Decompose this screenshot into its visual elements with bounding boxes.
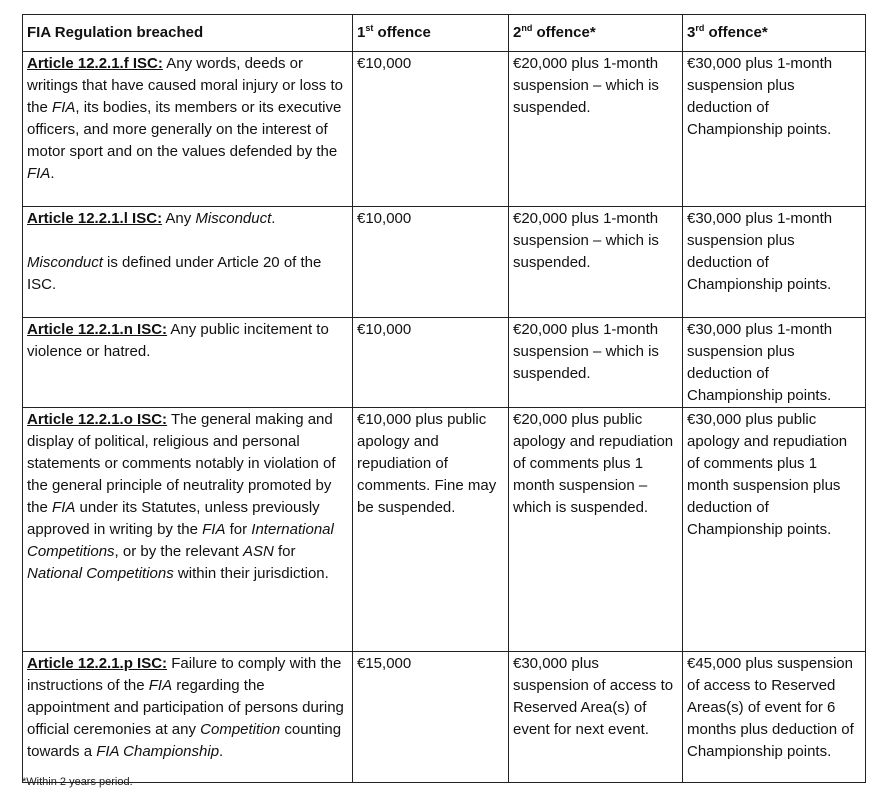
table-row: [23, 52, 866, 207]
penalty-table: [22, 14, 866, 783]
header-row: [23, 15, 866, 52]
third-offence-cell: €30,000 plus 1-month suspension plus deduction of Championship points.: [683, 207, 866, 318]
table-row: [23, 652, 866, 783]
regulation-cell: Article 12.2.1.n ISC: Any public incitement to violence or hatred.: [23, 318, 353, 408]
table-row: [23, 207, 866, 318]
third-offence-cell: €30,000 plus public apology and repudiation of comments plus 1 month suspension plus deduction of Championship points.: [683, 408, 866, 652]
header-second-offence: 2nd offence*: [509, 15, 683, 52]
first-offence-cell: €10,000 plus public apology and repudiation of comments. Fine may be suspended.: [353, 408, 509, 652]
regulation-cell: Article 12.2.1.f ISC: Any words, deeds or writings that have caused moral injury or loss to the FIA, its bodies, its members or its executive officers, and more generally on the interest of motor sport and on the values defended by the FIA.: [23, 52, 353, 207]
table-row: [23, 408, 866, 652]
first-offence-cell: €10,000: [353, 207, 509, 318]
table-row: [23, 318, 866, 408]
article-ref: Article 12.2.1.n ISC:: [27, 321, 168, 338]
regulation-cell: Article 12.2.1.p ISC: Failure to comply with the instructions of the FIA regarding the appointment and participation of persons during official ceremonies at any Competition counting towards a FIA Championship.: [23, 652, 353, 783]
third-offence-cell: €45,000 plus suspension of access to Reserved Areas(s) of event for 6 months plus deduction of Championship points.: [683, 652, 866, 783]
article-ref: Article 12.2.1.f ISC:: [27, 55, 163, 72]
second-offence-cell: €20,000 plus public apology and repudiation of comments plus 1 month suspension – which is suspended.: [509, 408, 683, 652]
article-ref: Article 12.2.1.p ISC:: [27, 655, 168, 672]
first-offence-cell: €10,000: [353, 52, 509, 207]
regulation-cell: Article 12.2.1.l ISC: Any Misconduct. Misconduct is defined under Article 20 of the ISC.: [23, 207, 353, 318]
third-offence-cell: €30,000 plus 1-month suspension plus deduction of Championship points.: [683, 52, 866, 207]
article-ref: Article 12.2.1.o ISC:: [27, 411, 168, 428]
second-offence-cell: €20,000 plus 1-month suspension – which is suspended.: [509, 52, 683, 207]
header-first-offence: 1st offence: [353, 15, 509, 52]
footnote: *Within 2 years period.: [22, 776, 133, 788]
header-regulation: FIA Regulation breached: [23, 15, 353, 52]
second-offence-cell: €20,000 plus 1-month suspension – which is suspended.: [509, 318, 683, 408]
first-offence-cell: €15,000: [353, 652, 509, 783]
second-offence-cell: €20,000 plus 1-month suspension – which is suspended.: [509, 207, 683, 318]
article-ref: Article 12.2.1.l ISC:: [27, 210, 163, 227]
regulation-cell: Article 12.2.1.o ISC: The general making and display of political, religious and personal statements or comments notably in violation of the general principle of neutrality promoted by the FIA under its Statutes, unless previously approved in writing by the FIA for International Competitions, or by the relevant ASN for National Competitions within their jurisdiction.: [23, 408, 353, 652]
second-offence-cell: €30,000 plus suspension of access to Reserved Area(s) of event for next event.: [509, 652, 683, 783]
header-third-offence: 3rd offence*: [683, 15, 866, 52]
first-offence-cell: €10,000: [353, 318, 509, 408]
third-offence-cell: €30,000 plus 1-month suspension plus deduction of Championship points.: [683, 318, 866, 408]
